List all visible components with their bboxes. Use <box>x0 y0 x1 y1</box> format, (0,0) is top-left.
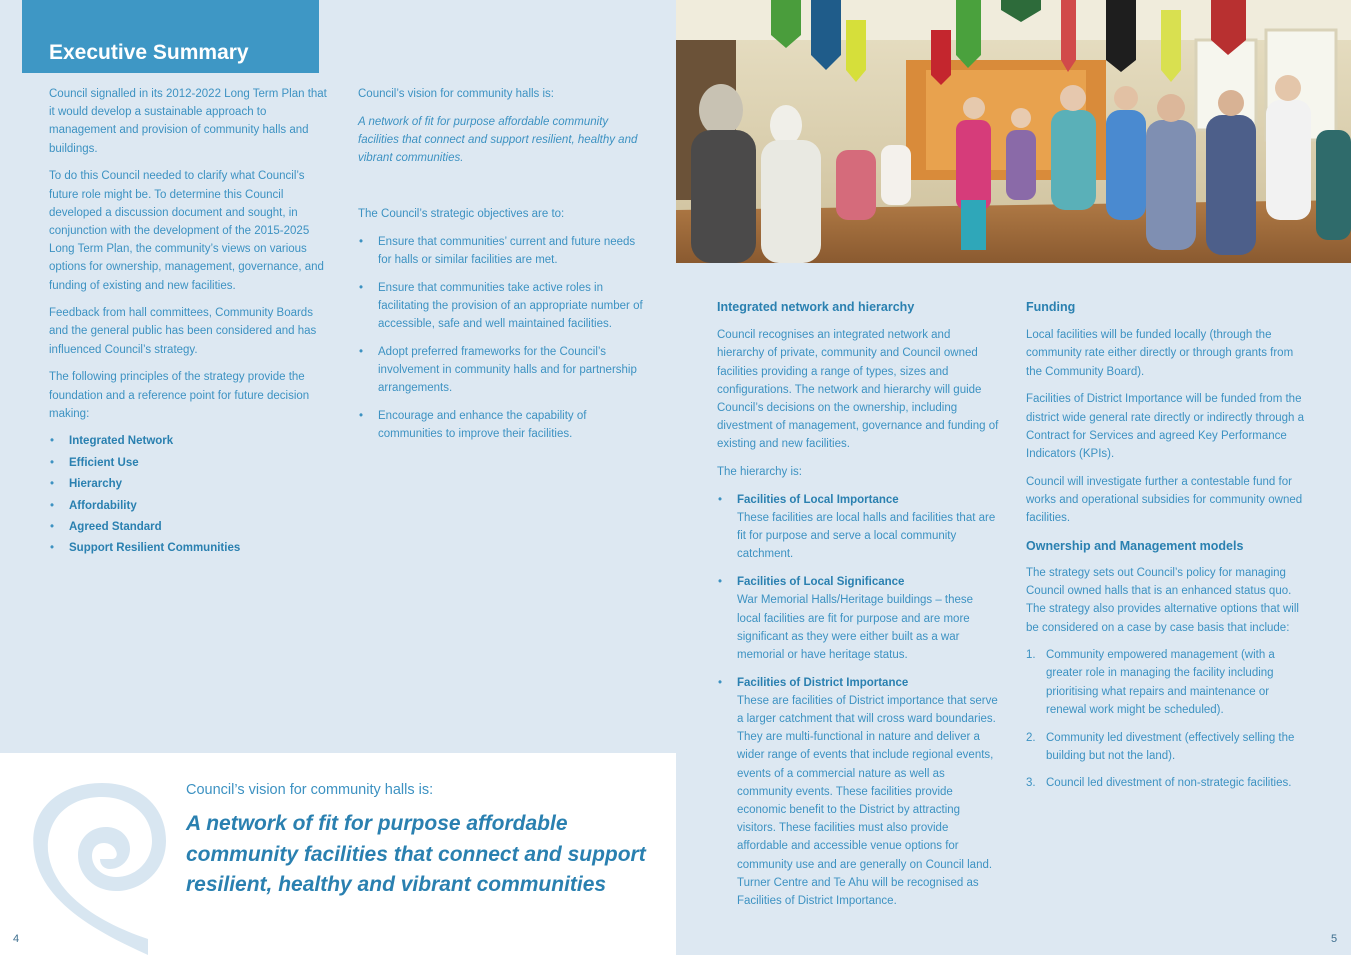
vision-callout <box>0 753 676 955</box>
list-item <box>1026 729 1306 765</box>
objectives-list <box>358 233 643 444</box>
list-item <box>49 518 331 536</box>
principle-label: Support Resilient Communities <box>69 542 241 555</box>
section-heading: Integrated network and hierarchy <box>717 300 915 314</box>
list-item <box>49 454 331 472</box>
principle-label: Affordability <box>69 499 137 512</box>
koru-graphic-icon <box>20 779 180 955</box>
list-item <box>1026 774 1306 792</box>
principles-list <box>49 432 331 557</box>
list-item <box>49 432 331 450</box>
list-item <box>49 539 331 557</box>
principle-label: Integrated Network <box>69 435 174 448</box>
principle-label: Agreed Standard <box>69 521 162 534</box>
funding-ownership-column <box>1026 298 1306 802</box>
page-number-right: 5 <box>1331 933 1338 945</box>
funding-paragraph: Facilities of District Importance will be funded from the district wide general rate directly or indirectly through a Contract for Services and agreed Key Performance Indicators (KPIs). <box>1026 393 1305 460</box>
vision-intro: Council’s vision for community halls is: <box>358 88 554 100</box>
model-text: Community led divestment (effectively selling the building but not the land). <box>1046 731 1295 762</box>
list-item: • Encourage and enhance the capability of communities to improve their facilities. <box>358 407 643 443</box>
intro-column <box>49 85 331 561</box>
section-heading: Funding <box>1026 300 1076 314</box>
list-number: 2. <box>1026 731 1036 744</box>
hall-dancing-illustration <box>676 0 1351 263</box>
hierarchy-title: • Facilities of District Importance <box>737 676 909 689</box>
network-paragraph: Council recognises an integrated network and hierarchy of private, community and Council owned facilities providing a range of types, sizes and configurations. The network and hierarchy will guide Council’s decisions on the ownership, including divestment of management, governance and funding of existing and new facilities. <box>717 329 999 451</box>
model-text: Community empowered management (with a greater role in managing the facility including prioritising what repairs and maintenance or renewal work might be scheduled). <box>1046 649 1275 716</box>
funding-paragraph: Council will investigate further a contestable fund for works and operational subsidies for community owned facilities. <box>1026 475 1303 525</box>
list-item: • Ensure that communities’ current and future needs for halls or similar facilities are met. <box>358 233 643 269</box>
hierarchy-title: • Facilities of Local Importance <box>737 493 899 506</box>
hierarchy-list <box>717 491 999 910</box>
title-banner <box>22 0 319 73</box>
principle-label: Hierarchy <box>69 478 123 491</box>
ownership-paragraph: The strategy sets out Council’s policy for managing Council owned halls that is an enhanced status quo. The strategy also provides alternative options that will be considered on a case by case basis that include: <box>1026 566 1299 634</box>
objectives-intro: The Council’s strategic objectives are to: <box>358 208 565 221</box>
list-number: 3. <box>1026 777 1036 790</box>
vision-text: A network of fit for purpose affordable community facilities that connect and support resilient, healthy and vibrant communities. <box>358 115 638 165</box>
hierarchy-intro: The hierarchy is: <box>717 466 803 479</box>
vision-objectives-column <box>358 85 643 453</box>
intro-paragraph: The following principles of the strategy provide the foundation and a reference point for future decision making: <box>49 371 310 420</box>
intro-paragraph: Council signalled in its 2012-2022 Long Term Plan that it would develop a sustainable approach to management and provision of community halls and buildings. <box>49 88 327 155</box>
list-item <box>717 491 999 564</box>
page-title: Executive Summary <box>49 41 249 64</box>
intro-paragraph: Feedback from hall committees, Community Boards and the general public has been considered and has influenced Council’s strategy. <box>49 307 317 356</box>
list-item: • Adopt preferred frameworks for the Council’s involvement in community halls and for partnership arrangements. <box>358 343 643 398</box>
list-item <box>1026 646 1306 719</box>
page-number-left: 4 <box>13 933 20 945</box>
list-item <box>49 475 331 493</box>
vision-callout-intro: Council’s vision for community halls is: <box>186 782 434 798</box>
intro-paragraph: To do this Council needed to clarify what Council’s future role might be. To determine this Council developed a discussion document and sought, in conjunction with the development of the 2015-2025 Long Term Plan, the community’s views on various options for ownership, management, governance, and funding of existing and new facilities. <box>49 170 324 292</box>
community-hall-photo <box>676 0 1351 263</box>
list-item <box>717 674 999 911</box>
list-item <box>717 573 999 664</box>
list-number: 1. <box>1026 649 1036 662</box>
list-item: • Ensure that communities take active roles in facilitating the provision of an appropriate number of accessible, safe and well maintained facilities. <box>358 279 643 334</box>
model-text: Council led divestment of non-strategic facilities. <box>1046 777 1292 790</box>
hierarchy-title: • Facilities of Local Significance <box>737 576 905 589</box>
hierarchy-text: These facilities are local halls and facilities that are fit for purpose and serve a local community catchment. <box>737 512 996 561</box>
funding-paragraph: Local facilities will be funded locally (through the community rate either directly or through grants from the Community Board). <box>1026 329 1294 378</box>
list-item <box>49 497 331 515</box>
vision-callout-statement: A network of fit for purpose affordable community facilities that connect and support resilient, healthy and vibrant communities <box>186 812 646 896</box>
section-heading: Ownership and Management models <box>1026 538 1244 553</box>
hierarchy-text: War Memorial Halls/Heritage buildings – these local facilities are fit for purpose and are more significant as they were either built as a war memorial or have heritage status. <box>737 594 974 661</box>
network-hierarchy-column <box>717 298 999 920</box>
models-list <box>1026 646 1306 792</box>
principle-label: Efficient Use <box>69 456 139 469</box>
hierarchy-text: These are facilities of District importance that serve a larger catchment that will cross ward boundaries. They are multi-functional in nature and deliver a wider range of events that include regional events, events of a commercial nature as well as community events. These facilities provide economic benefit to the District by attracting visitors. These facilities must also provide affordable and accessible venue options for community use and are generally on Council land. Turner Centre and Te Ahu will be recognised as Facilities of District Importance. <box>737 694 998 908</box>
